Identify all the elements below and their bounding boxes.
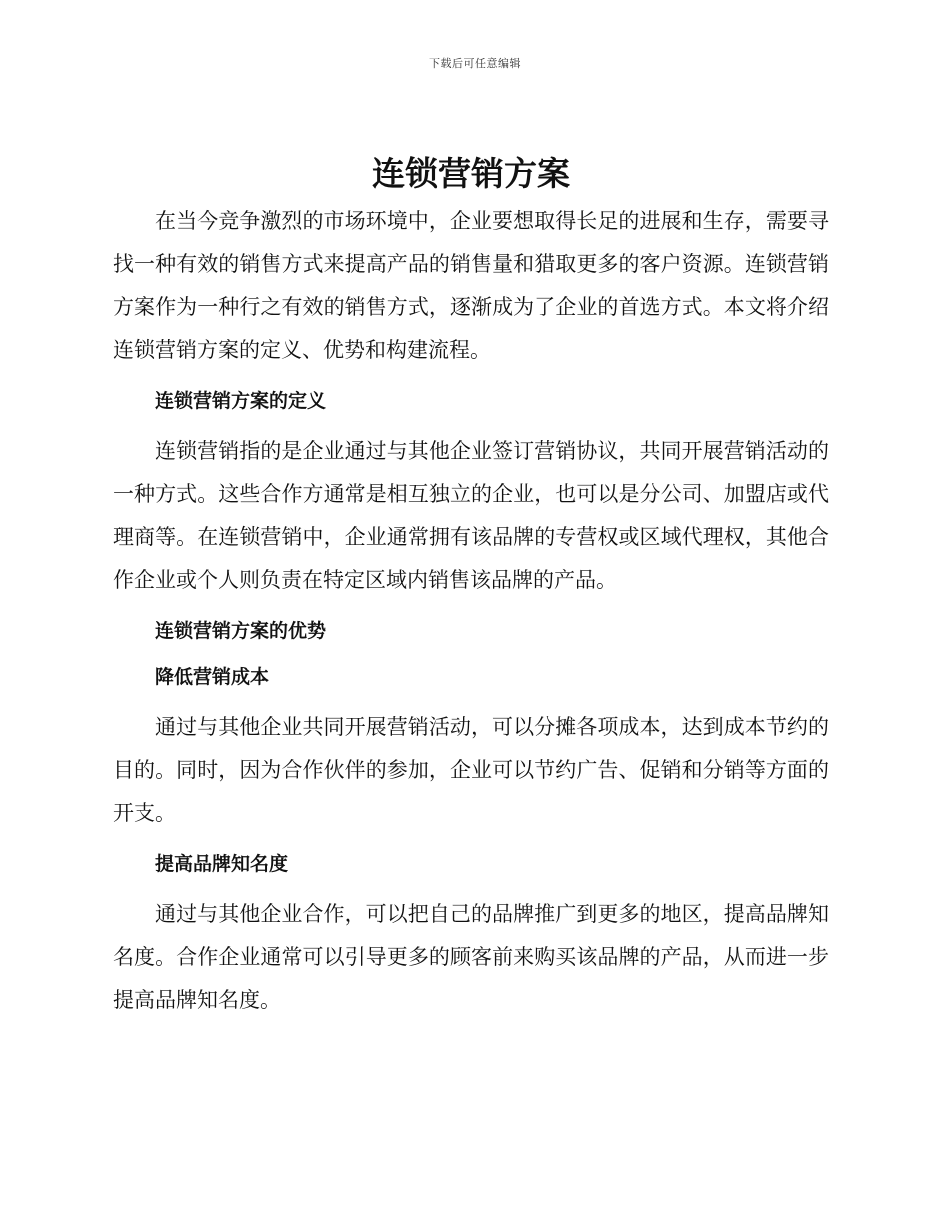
section-body-brand-awareness: 通过与其他企业合作，可以把自己的品牌推广到更多的地区，提高品牌知名度。合作企业通常可以引导更多的顾客前来购买该品牌的产品，从而进一步提高品牌知名度。: [113, 902, 829, 1012]
section-heading-advantages: 连锁营销方案的优势: [155, 620, 327, 642]
header-note: 下载后可任意编辑: [429, 57, 521, 70]
section-body-definition: 连锁营销指的是企业通过与其他企业签订营销协议，共同开展营销活动的一种方式。这些合作方通常是相互独立的企业，也可以是分公司、加盟店或代理商等。在连锁营销中，企业通常拥有该品牌的专营权或区域代理权，其他合作企业或个人则负责在特定区域内销售该品牌的产品。: [113, 439, 829, 592]
document-title: 连锁营销方案: [372, 154, 570, 193]
section-heading-brand-awareness: 提高品牌知名度: [155, 853, 289, 875]
document-body: [113, 148, 829, 1022]
section-body-reduce-cost: 通过与其他企业共同开展营销活动，可以分摊各项成本，达到成本节约的目的。同时，因为合作伙伴的参加，企业可以节约广告、促销和分销等方面的开支。: [113, 715, 829, 825]
section-heading-definition: 连锁营销方案的定义: [155, 390, 327, 412]
intro-paragraph: 在当今竞争激烈的市场环境中，企业要想取得长足的进展和生存，需要寻找一种有效的销售方式来提高产品的销售量和猎取更多的客户资源。连锁营销方案作为一种行之有效的销售方式，逐渐成为了企业的首选方式。本文将介绍连锁营销方案的定义、优势和构建流程。: [113, 209, 829, 362]
section-heading-reduce-cost: 降低营销成本: [155, 666, 270, 688]
